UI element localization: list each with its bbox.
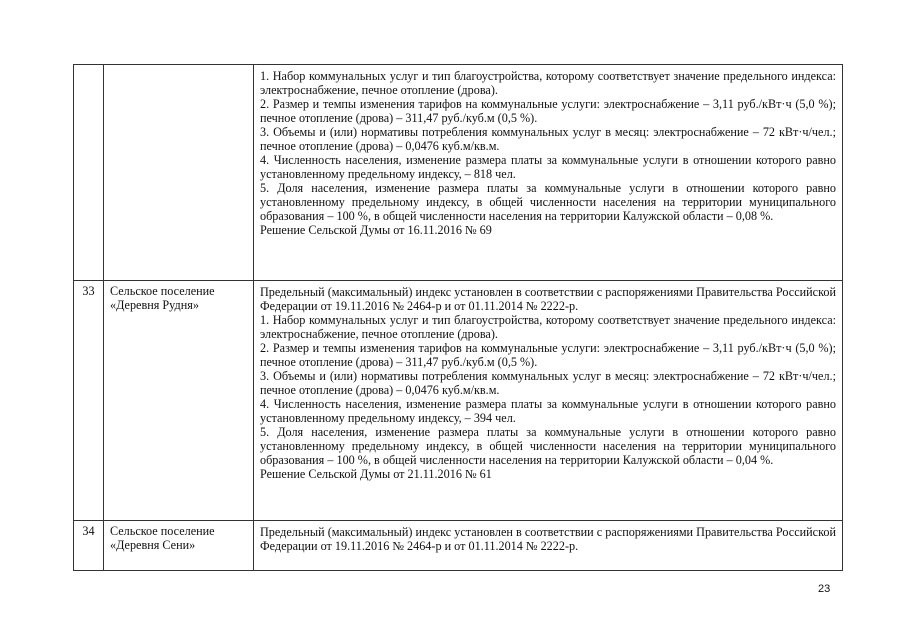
description-paragraph: 3. Объемы и (или) нормативы потребления коммунальных услуг в месяц: электроснабжение – 72 кВт·ч/чел.; печное отопление (дрова) – 0,0476 куб.м/кв.м. [260,369,836,397]
duma-decision: Решение Сельской Думы от 21.11.2016 № 61 [260,467,492,481]
index-description-cell [254,65,843,281]
settlement-name: Сельское поселение «Деревня Сени» [104,521,254,571]
description-paragraph: 1. Набор коммунальных услуг и тип благоустройства, которому соответствует значение предельного индекса: электроснабжение, печное отопление (дрова). [260,69,836,97]
description-paragraph: Предельный (максимальный) индекс установлен в соответствии с распоряжениями Правительства Российской Федерации от 19.11.2016 № 2464-р и от 01.11.2014 № 2222-р. [260,285,836,313]
row-number: 33 [74,281,104,521]
table-row-33 [74,281,843,521]
description-paragraph: 5. Доля населения, изменение размера платы за коммунальные услуги в отношении которого равно установленному предельному индексу, в общей численности населения на территории муниципального образования – 100 %, в общей численности населения на территории Калужской области – 0,08 %. [260,181,836,223]
description-paragraph: 2. Размер и темпы изменения тарифов на коммунальные услуги: электроснабжение – 3,11 руб./кВт·ч (5,0 %); печное отопление (дрова) – 311,47 руб./куб.м (0,5 %). [260,97,836,125]
description-paragraph: 4. Численность населения, изменение размера платы за коммунальные услуги в отношении которого равно установленному предельному индексу, – 818 чел. [260,153,836,181]
settlement-name-cell [104,65,254,281]
description-paragraph: 3. Объемы и (или) нормативы потребления коммунальных услуг в месяц: электроснабжение – 72 кВт·ч/чел.; печное отопление (дрова) – 0,0476 куб.м/кв.м. [260,125,836,153]
index-description-cell [254,521,843,571]
description-paragraph: 2. Размер и темпы изменения тарифов на коммунальные услуги: электроснабжение – 3,11 руб./кВт·ч (5,0 %); печное отопление (дрова) – 311,47 руб./куб.м (0,5 %). [260,341,836,369]
description-paragraph: Предельный (максимальный) индекс установлен в соответствии с распоряжениями Правительства Российской Федерации от 19.11.2016 № 2464-р и от 01.11.2014 № 2222-р. [260,525,836,553]
row-number-cell [74,65,104,281]
description-paragraph: 1. Набор коммунальных услуг и тип благоустройства, которому соответствует значение предельного индекса: электроснабжение, печное отопление (дрова). [260,313,836,341]
table-row-continued [74,65,843,281]
municipal-index-table [73,64,843,571]
page-number: 23 [818,583,831,595]
index-description-cell [254,281,843,521]
row-number: 34 [74,521,104,571]
settlement-name: Сельское поселение «Деревня Рудня» [104,281,254,521]
duma-decision: Решение Сельской Думы от 16.11.2016 № 69 [260,223,492,237]
description-paragraph: 5. Доля населения, изменение размера платы за коммунальные услуги в отношении которого равно установленному предельному индексу, в общей численности населения на территории муниципального образования – 100 %, в общей численности населения на территории Калужской области – 0,04 %. [260,425,836,467]
description-paragraph: 4. Численность населения, изменение размера платы за коммунальные услуги в отношении которого равно установленному предельному индексу, – 394 чел. [260,397,836,425]
table-row-34 [74,521,843,571]
